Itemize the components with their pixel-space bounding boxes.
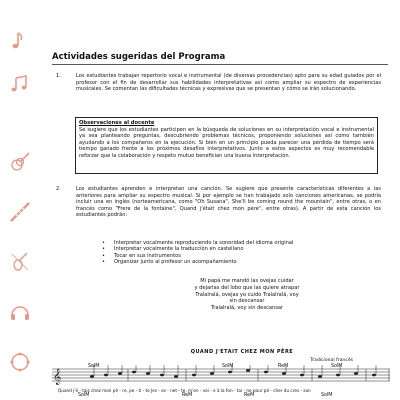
- poem-line: y dejarlas del lobo que las quiere atrapar: [194, 284, 300, 291]
- item-number: 2.: [56, 186, 61, 192]
- observations-box: [75, 117, 378, 174]
- song-lyrics-translation: [172, 278, 322, 312]
- headphones-icon: [8, 300, 32, 324]
- chord-label: ReM: [182, 393, 193, 398]
- chord-label: ReM: [278, 364, 289, 369]
- music-notes-icon: [8, 72, 32, 96]
- skills-list: [102, 240, 362, 266]
- score-lyrics: Quand j'é - tais chez mon pè - re, pe - ti - te Jes - se - net - te, m'en - voi - e à la fon - tai - ne pour pé - cher du cres - son: [58, 388, 311, 393]
- title-rule: [52, 64, 388, 65]
- chord-label: SolM: [88, 364, 100, 369]
- chord-label: SolM: [222, 364, 234, 369]
- decorative-sidebar: [0, 0, 40, 400]
- list-item: • Organizar junto al profesor un acompañamiento: [102, 259, 362, 265]
- chord-label: SolM: [78, 393, 90, 398]
- activity-1-text: Los estudiantes trabajan repertorio vocal e instrumental (de diversas procedencias) apto para su edad guiados por el profesor con el fin de desarrollar sus habilidades interpretativas así como ampliar su espectro de experiencias musicales. Se comentan las dificultades técnicas y expresivas que se presentan y cómo se irán solucionando.: [76, 73, 381, 93]
- poem-line: Mi papá me mandó las ovejas cuidar: [200, 278, 294, 284]
- poem-line: Tralalralá, ovejas yo cuido Tralalralá, voy: [195, 291, 299, 298]
- list-item: • Tocar en sus instrumentos: [102, 253, 362, 259]
- flute-icon: [8, 200, 32, 224]
- observations-title: Observaciones al docente: [79, 120, 155, 126]
- activity-2-text: Los estudiantes aprenden e interpretan una canción. Se sugiere que presente características diferentes a las anteriores para ampliar su espectro musical. Si por ejemplo se han trabajado solo canciones americanas, se podría incluir una en inglés (norteamericana, como "Oh Susana", She'll be coming round the mountain", entre otras, o en francés como "Frere de la fontaine", Quand j'était chez mon père", entre otras). A partir de esta canción los estudiantes podrán:: [76, 186, 381, 219]
- music-staff: [52, 363, 390, 387]
- poem-line: Tralalralá, voy sin descansar: [210, 305, 284, 312]
- observations-text: Se sugiere que los estudiantes participen en la búsqueda de soluciones en su interpretación vocal e instrumental ya sea planteando preguntas, descubriendo problemas técnicos, proponiendo soluciones así como también ayudando a los compañeros en la ejecución. Si bien en un principio pueda parecer una pérdida de tiempo será tiempo ganado frente a los próximos desafíos interpretativos. Junto a estos aspectos es muy recomendable reforzar que la colaboración y respeto mutuo benefician una buena interpretación.: [79, 127, 374, 159]
- poem-line: sin descansar: [229, 298, 265, 305]
- music-note-icon: [8, 30, 32, 54]
- tambourine-icon: [8, 350, 32, 374]
- item-number: 1.: [56, 73, 61, 79]
- chord-label: SolM: [321, 393, 333, 398]
- guitar-icon: [8, 150, 32, 174]
- score-origin: Tradicional francés: [310, 358, 354, 363]
- list-item: • Interpretar vocalmente reproduciendo la sonoridad del idioma original: [102, 240, 362, 246]
- chord-label: ReM: [244, 393, 255, 398]
- chord-label: SolM: [331, 364, 343, 369]
- page-title: Actividades sugeridas del Programa: [52, 52, 226, 62]
- violin-icon: [8, 250, 32, 274]
- list-item: • Interpretar vocalmente la traducción en castellano: [102, 246, 362, 252]
- svg-text:𝄞: 𝄞: [53, 369, 62, 385]
- score-title: QUAND J'ETAIT CHEZ MON PÈRE: [190, 349, 294, 355]
